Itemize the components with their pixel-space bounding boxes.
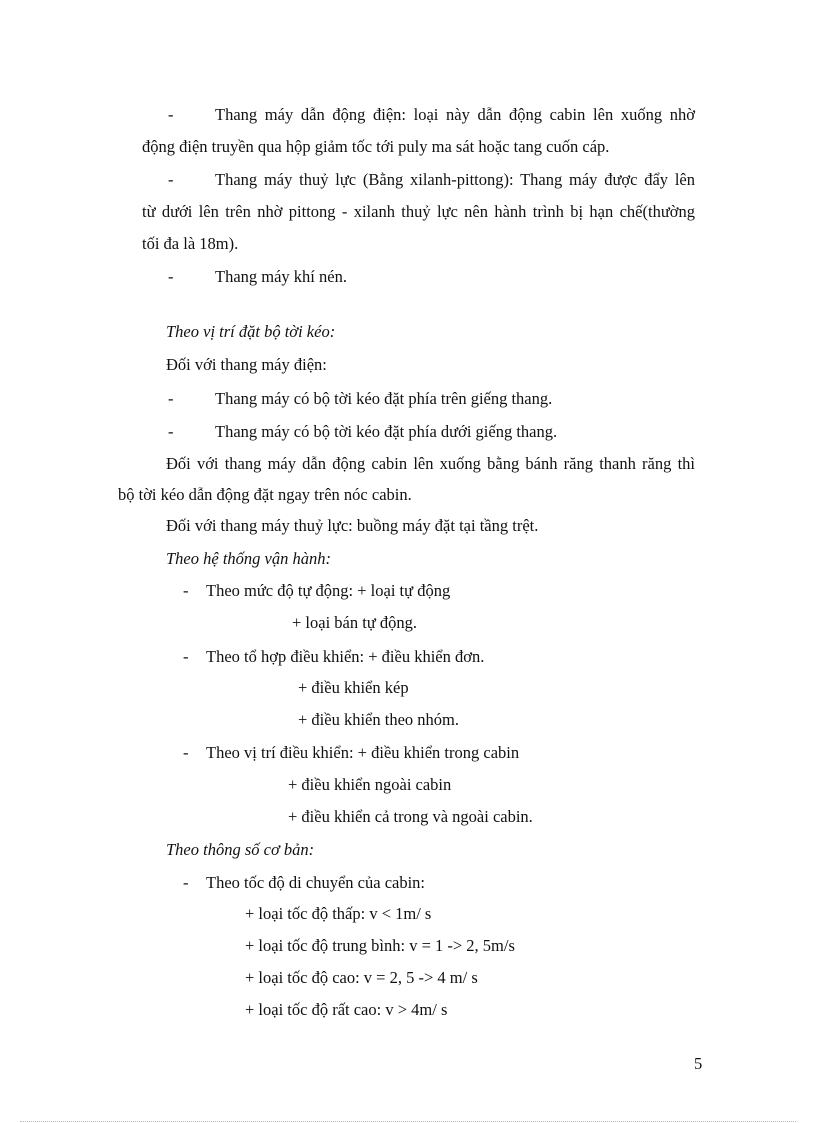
bullet-dash: -: [183, 873, 189, 892]
text-line: + loại bán tự động.: [292, 613, 418, 632]
text-line: + điều khiển theo nhóm.: [298, 710, 459, 729]
speed-item: + loại tốc độ rất cao: v > 4m/ s: [245, 1000, 448, 1019]
page-number: 5: [694, 1054, 703, 1073]
bullet-dash: -: [183, 743, 189, 762]
text-line: Theo tổ hợp điều khiển: + điều khiển đơn.: [206, 647, 485, 666]
bullet-dash: -: [168, 105, 174, 124]
text-line: Theo mức độ tự động: + loại tự động: [206, 581, 451, 600]
text-line: tối đa là 18m).: [142, 234, 239, 253]
text-line: Thang máy có bộ tời kéo đặt phía dưới giếng thang.: [215, 422, 558, 441]
bullet-dash: -: [168, 422, 174, 441]
text-line: bộ tời kéo dẫn động đặt ngay trên nóc cabin.: [118, 485, 412, 504]
text-line: động điện truyền qua hộp giảm tốc tới puly ma sát hoặc tang cuốn cáp.: [142, 137, 610, 156]
speed-item: + loại tốc độ thấp: v < 1m/ s: [245, 904, 432, 923]
text-line: Đối với thang máy dẫn động cabin lên xuống bằng bánh răng thanh răng thì: [166, 454, 695, 473]
speed-item: + loại tốc độ trung bình: v = 1 -> 2, 5m/s: [245, 936, 515, 955]
page-bottom-border: [20, 1121, 796, 1122]
speed-item: + loại tốc độ cao: v = 2, 5 -> 4 m/ s: [245, 968, 478, 987]
text-line: Thang máy khí nén.: [215, 267, 347, 286]
text-line: Thang máy dẫn động điện: loại này dẫn động cabin lên xuống nhờ: [215, 105, 695, 124]
text-line: Đối với thang máy điện:: [166, 355, 327, 374]
section-heading: Theo thông số cơ bản:: [166, 840, 315, 859]
bullet-dash: -: [168, 389, 174, 408]
bullet-dash: -: [168, 267, 174, 286]
text-line: Thang máy có bộ tời kéo đặt phía trên giếng thang.: [215, 389, 553, 408]
section-heading: Theo vị trí đặt bộ tời kéo:: [166, 322, 336, 341]
text-line: Đối với thang máy thuỷ lực: buồng máy đặt tại tầng trệt.: [166, 516, 539, 535]
text-line: Thang máy thuỷ lực (Bằng xilanh-pittong): Thang máy được đẩy lên: [215, 170, 695, 189]
section-heading: Theo hệ thống vận hành:: [166, 549, 331, 568]
text-line: + điều khiển kép: [298, 678, 409, 697]
bullet-dash: -: [183, 581, 189, 600]
text-line: + điều khiển cả trong và ngoài cabin.: [288, 807, 533, 826]
text-line: Theo vị trí điều khiển: + điều khiển trong cabin: [206, 743, 520, 762]
bullet-dash: -: [168, 170, 174, 189]
bullet-dash: -: [183, 647, 189, 666]
text-line: từ dưới lên trên nhờ pittong - xilanh thuỷ lực nên hành trình bị hạn chế(thường: [142, 202, 695, 221]
text-line: + điều khiển ngoài cabin: [288, 775, 452, 794]
text-line: Theo tốc độ di chuyển của cabin:: [206, 873, 426, 892]
